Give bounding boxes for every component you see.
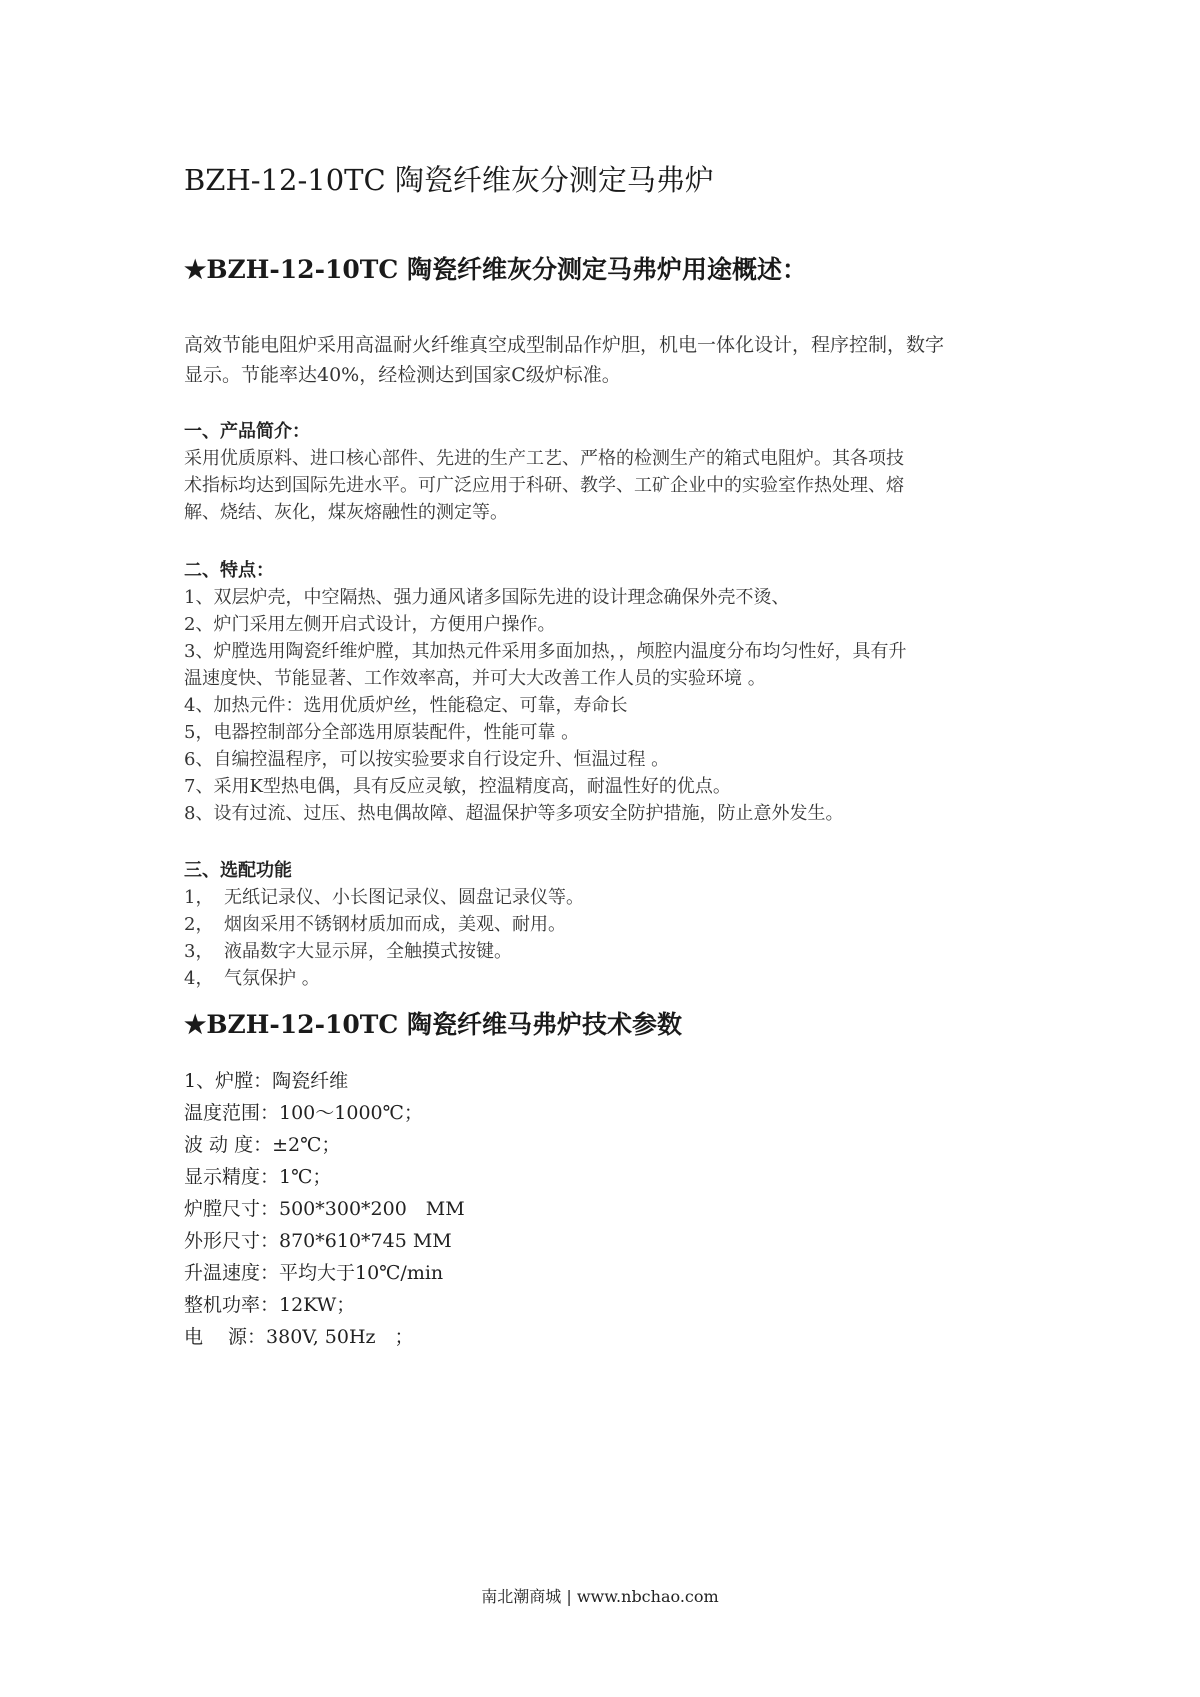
specs-list <box>184 1065 465 1353</box>
options-heading: 三、选配功能 <box>184 860 292 881</box>
feature-line: 3、炉膛选用陶瓷纤维炉膛，其加热元件采用多面加热，，颅腔内温度分布均匀性好，具有升 <box>184 641 907 662</box>
feature-line: 6、自编控温程序，可以按实验要求自行设定升、恒温过程 。 <box>184 749 670 770</box>
feature-line: 1、双层炉壳，中空隔热、强力通风诸多国际先进的设计理念确保外壳不烫、 <box>184 587 790 608</box>
spec-line: 显示精度：1℃； <box>184 1166 332 1188</box>
feature-line: 2、炉门采用左侧开启式设计，方便用户操作。 <box>184 614 556 635</box>
option-item <box>184 911 1044 938</box>
intro-paragraph <box>184 330 1034 390</box>
product-intro-section <box>184 418 1044 526</box>
feature-line: 8、设有过流、过压、热电偶故障、超温保护等多项安全防护措施，防止意外发生。 <box>184 803 844 824</box>
option-text: 无纸记录仪、小长图记录仪、圆盘记录仪等。 <box>224 887 584 908</box>
feature-line: 温速度快、节能显著、工作效率高，并可大大改善工作人员的实验环境 。 <box>184 668 766 689</box>
product-intro-line: 术指标均达到国际先进水平。可广泛应用于科研、教学、工矿企业中的实验室作热处理、熔 <box>184 475 904 496</box>
usage-heading: ★BZH-12-10TC 陶瓷纤维灰分测定马弗炉用途概述： <box>184 255 807 284</box>
features-section <box>184 557 1044 827</box>
features-heading: 二、特点： <box>184 560 274 581</box>
option-item <box>184 938 1044 965</box>
spec-line: 温度范围：100～1000℃； <box>184 1102 423 1124</box>
option-item <box>184 884 1044 911</box>
option-number: 2， <box>184 914 214 935</box>
spec-line: 升温速度：平均大于10℃/min <box>184 1262 444 1284</box>
product-intro-line: 采用优质原料、进口核心部件、先进的生产工艺、严格的检测生产的箱式电阻炉。其各项技 <box>184 448 904 469</box>
spec-line: 波 动 度：±2℃； <box>184 1134 341 1156</box>
feature-line: 4、加热元件：选用优质炉丝，性能稳定、可靠，寿命长 <box>184 695 628 716</box>
document-title: BZH-12-10TC 陶瓷纤维灰分测定马弗炉 <box>184 163 714 197</box>
specs-heading: ★BZH-12-10TC 陶瓷纤维马弗炉技术参数 <box>184 1010 682 1039</box>
option-text: 气氛保护 。 <box>224 968 320 989</box>
spec-line: 电 源：380V, 50Hz ； <box>184 1326 414 1348</box>
option-number: 1， <box>184 887 214 908</box>
option-text: 液晶数字大显示屏，全触摸式按键。 <box>224 941 512 962</box>
options-section <box>184 857 1044 992</box>
feature-line: 5，电器控制部分全部选用原装配件，性能可靠 。 <box>184 722 580 743</box>
spec-line: 1、炉膛：陶瓷纤维 <box>184 1070 349 1092</box>
option-number: 4， <box>184 968 214 989</box>
option-number: 3， <box>184 941 214 962</box>
intro-line: 高效节能电阻炉采用高温耐火纤维真空成型制品作炉胆，机电一体化设计，程序控制，数字 <box>184 334 945 356</box>
feature-line: 7、采用K型热电偶，具有反应灵敏，控温精度高，耐温性好的优点。 <box>184 776 731 797</box>
spec-line: 炉膛尺寸：500*300*200 MM <box>184 1198 465 1220</box>
spec-line: 外形尺寸：870*610*745 MM <box>184 1230 452 1252</box>
option-item <box>184 965 1044 992</box>
option-text: 烟囱采用不锈钢材质加而成，美观、耐用。 <box>224 914 566 935</box>
product-intro-line: 解、烧结、灰化，煤灰熔融性的测定等。 <box>184 502 508 523</box>
product-intro-heading: 一、产品简介： <box>184 421 310 442</box>
footer-text: 南北潮商城 | www.nbchao.com <box>481 1587 719 1606</box>
intro-line: 显示。节能率达40%，经检测达到国家C级炉标准。 <box>184 364 621 386</box>
spec-line: 整机功率：12KW； <box>184 1294 356 1316</box>
